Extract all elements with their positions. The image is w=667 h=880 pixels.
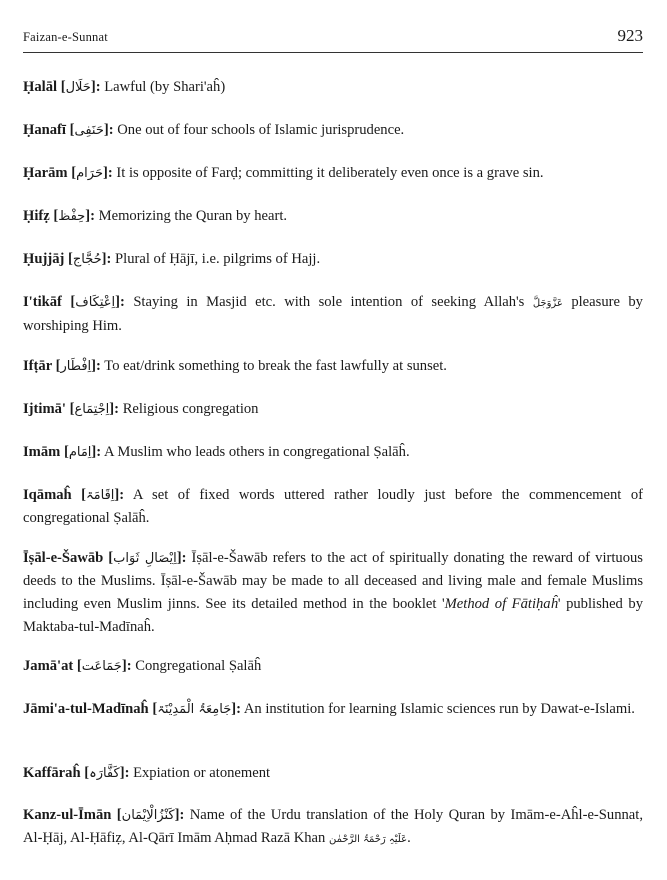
entry-term: Ḥifẓ bbox=[23, 208, 50, 224]
entry-arabic: اِیْصَالِ ثَوَاب bbox=[113, 551, 177, 566]
entry-arabic: اِقَامَۃ bbox=[86, 488, 115, 503]
entry-definition: Lawful (by Shari'aĥ) bbox=[104, 79, 226, 95]
entry-term: Jāmi'a-tul-Madīnaĥ bbox=[23, 701, 149, 717]
entry-definition: An institution for learning Islamic sciences run by Dawat-e-Islami. bbox=[243, 701, 635, 717]
entry-term: Imām bbox=[23, 444, 61, 460]
entry-definition: To eat/drink something to break the fast lawfully at sunset. bbox=[104, 358, 447, 374]
glossary-entry-imam: Imām [اِمَام]: A Muslim who leads others in congregational Ṣalāĥ. bbox=[23, 444, 410, 460]
entry-definition: It is opposite of Farḍ; committing it deliberately even once is a grave sin. bbox=[116, 165, 544, 181]
entry-term: I'tikāf bbox=[23, 294, 62, 310]
glossary-entry-itikaf: I'tikāf [اِعْتِکَاف]: Staying in Masjid etc. with sole intention of seeking Allah's عَزَّوَجَلَّ pleasure by worshiping Him. bbox=[23, 294, 643, 334]
glossary-entry-halal: Ḥalāl [حَلَال]: Lawful (by Shari'aĥ) bbox=[23, 79, 226, 95]
entry-term: Iqāmaĥ bbox=[23, 487, 72, 503]
honorific-glyph: عَلَیْہِ رَحْمَۃُ الرَّحْمٰن bbox=[328, 834, 408, 845]
entry-definition: Memorizing the Quran by heart. bbox=[98, 208, 288, 224]
entry-term: Ijtimā' bbox=[23, 401, 66, 417]
glossary-entry-kanz-ul-iman: Kanz-ul-Īmān [کَنْزُالْاِیْمَان]: Name of the Urdu translation of the Holy Quran by Imām-e-Aĥl-e-Sunnat, Al-Ḥāj, Al-Ḥāfiẓ, Al-Qārī Imām Aḥmad Razā Khan عَلَیْہِ رَحْمَۃُ الرَّحْمٰن. bbox=[23, 807, 643, 846]
entry-definition: One out of four schools of Islamic jurisprudence. bbox=[117, 122, 405, 138]
entry-arabic: اِجْتِمَاع bbox=[74, 402, 110, 417]
honorific-glyph: عَزَّوَجَلَّ bbox=[532, 298, 563, 309]
entry-term: Kanz-ul-Īmān bbox=[23, 807, 112, 823]
glossary-entry-jamaat: Jamā'at [جَمَاعَت]: Congregational Ṣalāĥ bbox=[23, 658, 262, 674]
glossary-entry-iqamah: Iqāmaĥ [اِقَامَۃ]: A set of fixed words uttered rather loudly just before the commencement of congregational Ṣalāĥ. bbox=[23, 487, 644, 526]
entry-definition-continued: ' published by Maktaba-tul-Madīnaĥ. bbox=[23, 596, 643, 635]
entry-arabic: اِعْتِکَاف bbox=[75, 295, 116, 310]
entry-term: Ḥarām bbox=[23, 165, 68, 181]
booklet-title: Method of Fātiḥaĥ bbox=[444, 596, 558, 612]
entry-arabic: حَنَفِی bbox=[74, 123, 104, 138]
entry-term: Ḥujjāj bbox=[23, 251, 65, 267]
glossary-entry-hifz: Ḥifẓ [حِفْظ]: Memorizing the Quran by heart. bbox=[23, 208, 288, 224]
glossary-entry-haram: Ḥarām [حَرَام]: It is opposite of Farḍ; committing it deliberately even once is a grave sin. bbox=[23, 165, 544, 181]
entry-arabic: حِفْظ bbox=[58, 209, 86, 224]
entry-term: Kaffāraĥ bbox=[23, 765, 81, 781]
entry-definition: A set of fixed words uttered rather loudly just before the commencement of congregational Ṣalāĥ. bbox=[23, 487, 644, 526]
entry-term: Jamā'at bbox=[23, 658, 74, 674]
glossary-entry-kaffarah: Kaffāraĥ [کَفَّارَہ]: Expiation or atonement bbox=[23, 765, 271, 781]
entry-definition: Religious congregation bbox=[122, 401, 259, 417]
entry-definition: A Muslim who leads others in congregational Ṣalāĥ. bbox=[103, 444, 410, 460]
entry-definition: Īṣāl-e-Šawāb refers to the act of spiritually donating the reward of virtuous deeds to the Muslims. Īṣāl-e-Šawāb may be made to all deceased and living male and female Muslims including even Muslim jinns. See its detailed method in the booklet ' bbox=[23, 550, 643, 612]
entry-definition: Congregational Ṣalāĥ bbox=[135, 658, 262, 674]
glossary-entry-hanafi: Ḥanafī [حَنَفِی]: One out of four schools of Islamic jurisprudence. bbox=[23, 122, 405, 138]
entry-arabic: حَلَال bbox=[65, 80, 91, 95]
entry-arabic: جَمَاعَت bbox=[81, 659, 122, 674]
entry-definition: Staying in Masjid etc. with sole intention of seeking Allah's bbox=[133, 294, 525, 310]
glossary-entry-ijtima: Ijtimā' [اِجْتِمَاع]: Religious congregation bbox=[23, 401, 259, 417]
page-number: 923 bbox=[617, 26, 643, 45]
glossary-entry-iftar: Ifṭār [اِفْطَار]: To eat/drink something to break the fast lawfully at sunset. bbox=[23, 358, 447, 374]
entry-arabic: کَنْزُالْاِیْمَان bbox=[121, 808, 175, 823]
glossary-entry-hujjaj: Ḥujjāj [حُجَّاج]: Plural of Ḥājī, i.e. pilgrims of Hajj. bbox=[23, 251, 321, 267]
entry-definition-continued: pleasure by worshiping Him. bbox=[23, 294, 643, 334]
glossary-entry-isal-e-sawab: Īṣāl-e-Šawāb [اِیْصَالِ ثَوَاب]: Īṣāl-e-Šawāb refers to the act of spiritually donating the reward of virtuous deeds to the Muslims. Īṣāl-e-Šawāb may be made to all deceased and living male and female Muslims including even Muslim jinns. See its detailed method in the booklet 'Method of Fātiḥaĥ' published by Maktaba-tul-Madīnaĥ. bbox=[23, 550, 643, 635]
entry-definition: Expiation or atonement bbox=[133, 765, 271, 781]
entry-term: Īṣāl-e-Šawāb bbox=[23, 550, 104, 566]
entry-arabic: کَفَّارَہ bbox=[89, 766, 120, 781]
glossary-entry-jamia-tul-madinah: Jāmi'a-tul-Madīnaĥ [جَامِعَۃُ الْمَدِیْنَۃ]: An institution for learning Islamic sciences run by Dawat-e-Islami. bbox=[23, 701, 635, 717]
entry-arabic: حُجَّاج bbox=[72, 252, 102, 267]
entry-term: Ḥanafī bbox=[23, 122, 66, 138]
entry-definition-continued: . bbox=[407, 830, 411, 846]
book-title: Faizan-e-Sunnat bbox=[23, 30, 108, 44]
entry-arabic: اِمَام bbox=[68, 445, 92, 460]
entry-term: Ḥalāl bbox=[23, 79, 58, 95]
entry-term: Ifṭār bbox=[23, 358, 52, 374]
entry-arabic: جَامِعَۃُ الْمَدِیْنَۃ bbox=[157, 702, 232, 717]
entry-arabic: اِفْطَار bbox=[60, 359, 92, 374]
entry-definition: Plural of Ḥājī, i.e. pilgrims of Hajj. bbox=[115, 251, 321, 267]
entry-arabic: حَرَام bbox=[76, 166, 103, 181]
running-header bbox=[23, 0, 643, 53]
entry-definition: Name of the Urdu translation of the Holy Quran by Imām-e-Aĥl-e-Sunnat, Al-Ḥāj, Al-Ḥāfiẓ, Al-Qārī Imām Aḥmad Razā Khan bbox=[23, 807, 643, 846]
